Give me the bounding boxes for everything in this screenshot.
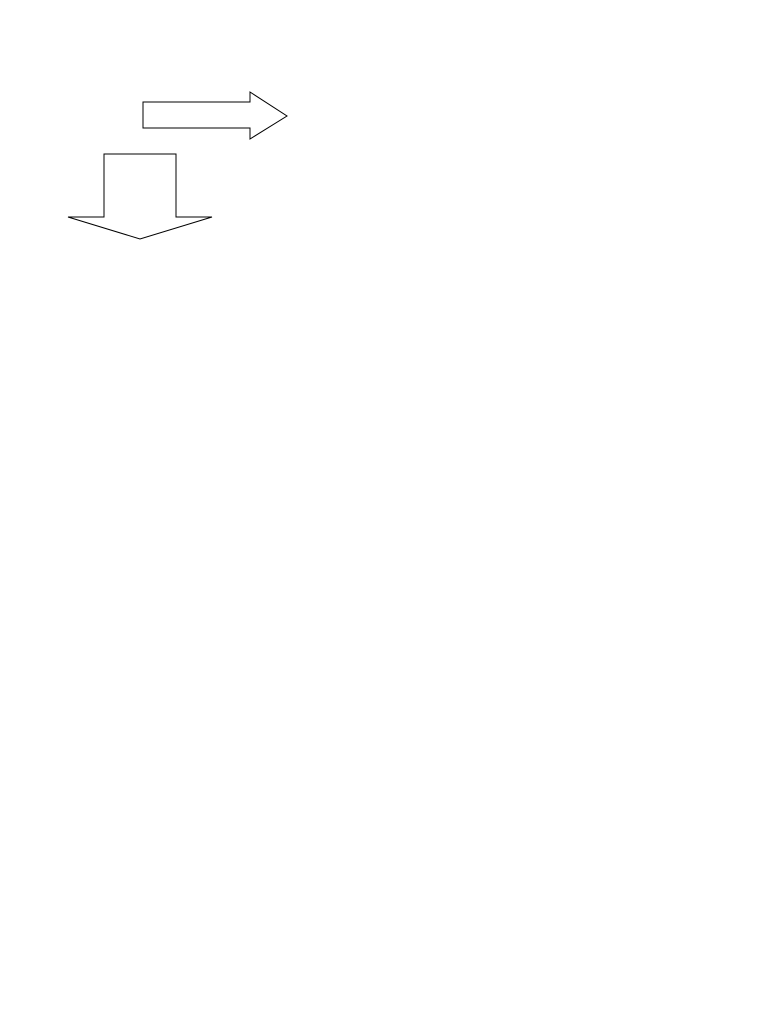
worsening-feature-arrow bbox=[0, 0, 287, 139]
header-graphic bbox=[0, 0, 768, 260]
